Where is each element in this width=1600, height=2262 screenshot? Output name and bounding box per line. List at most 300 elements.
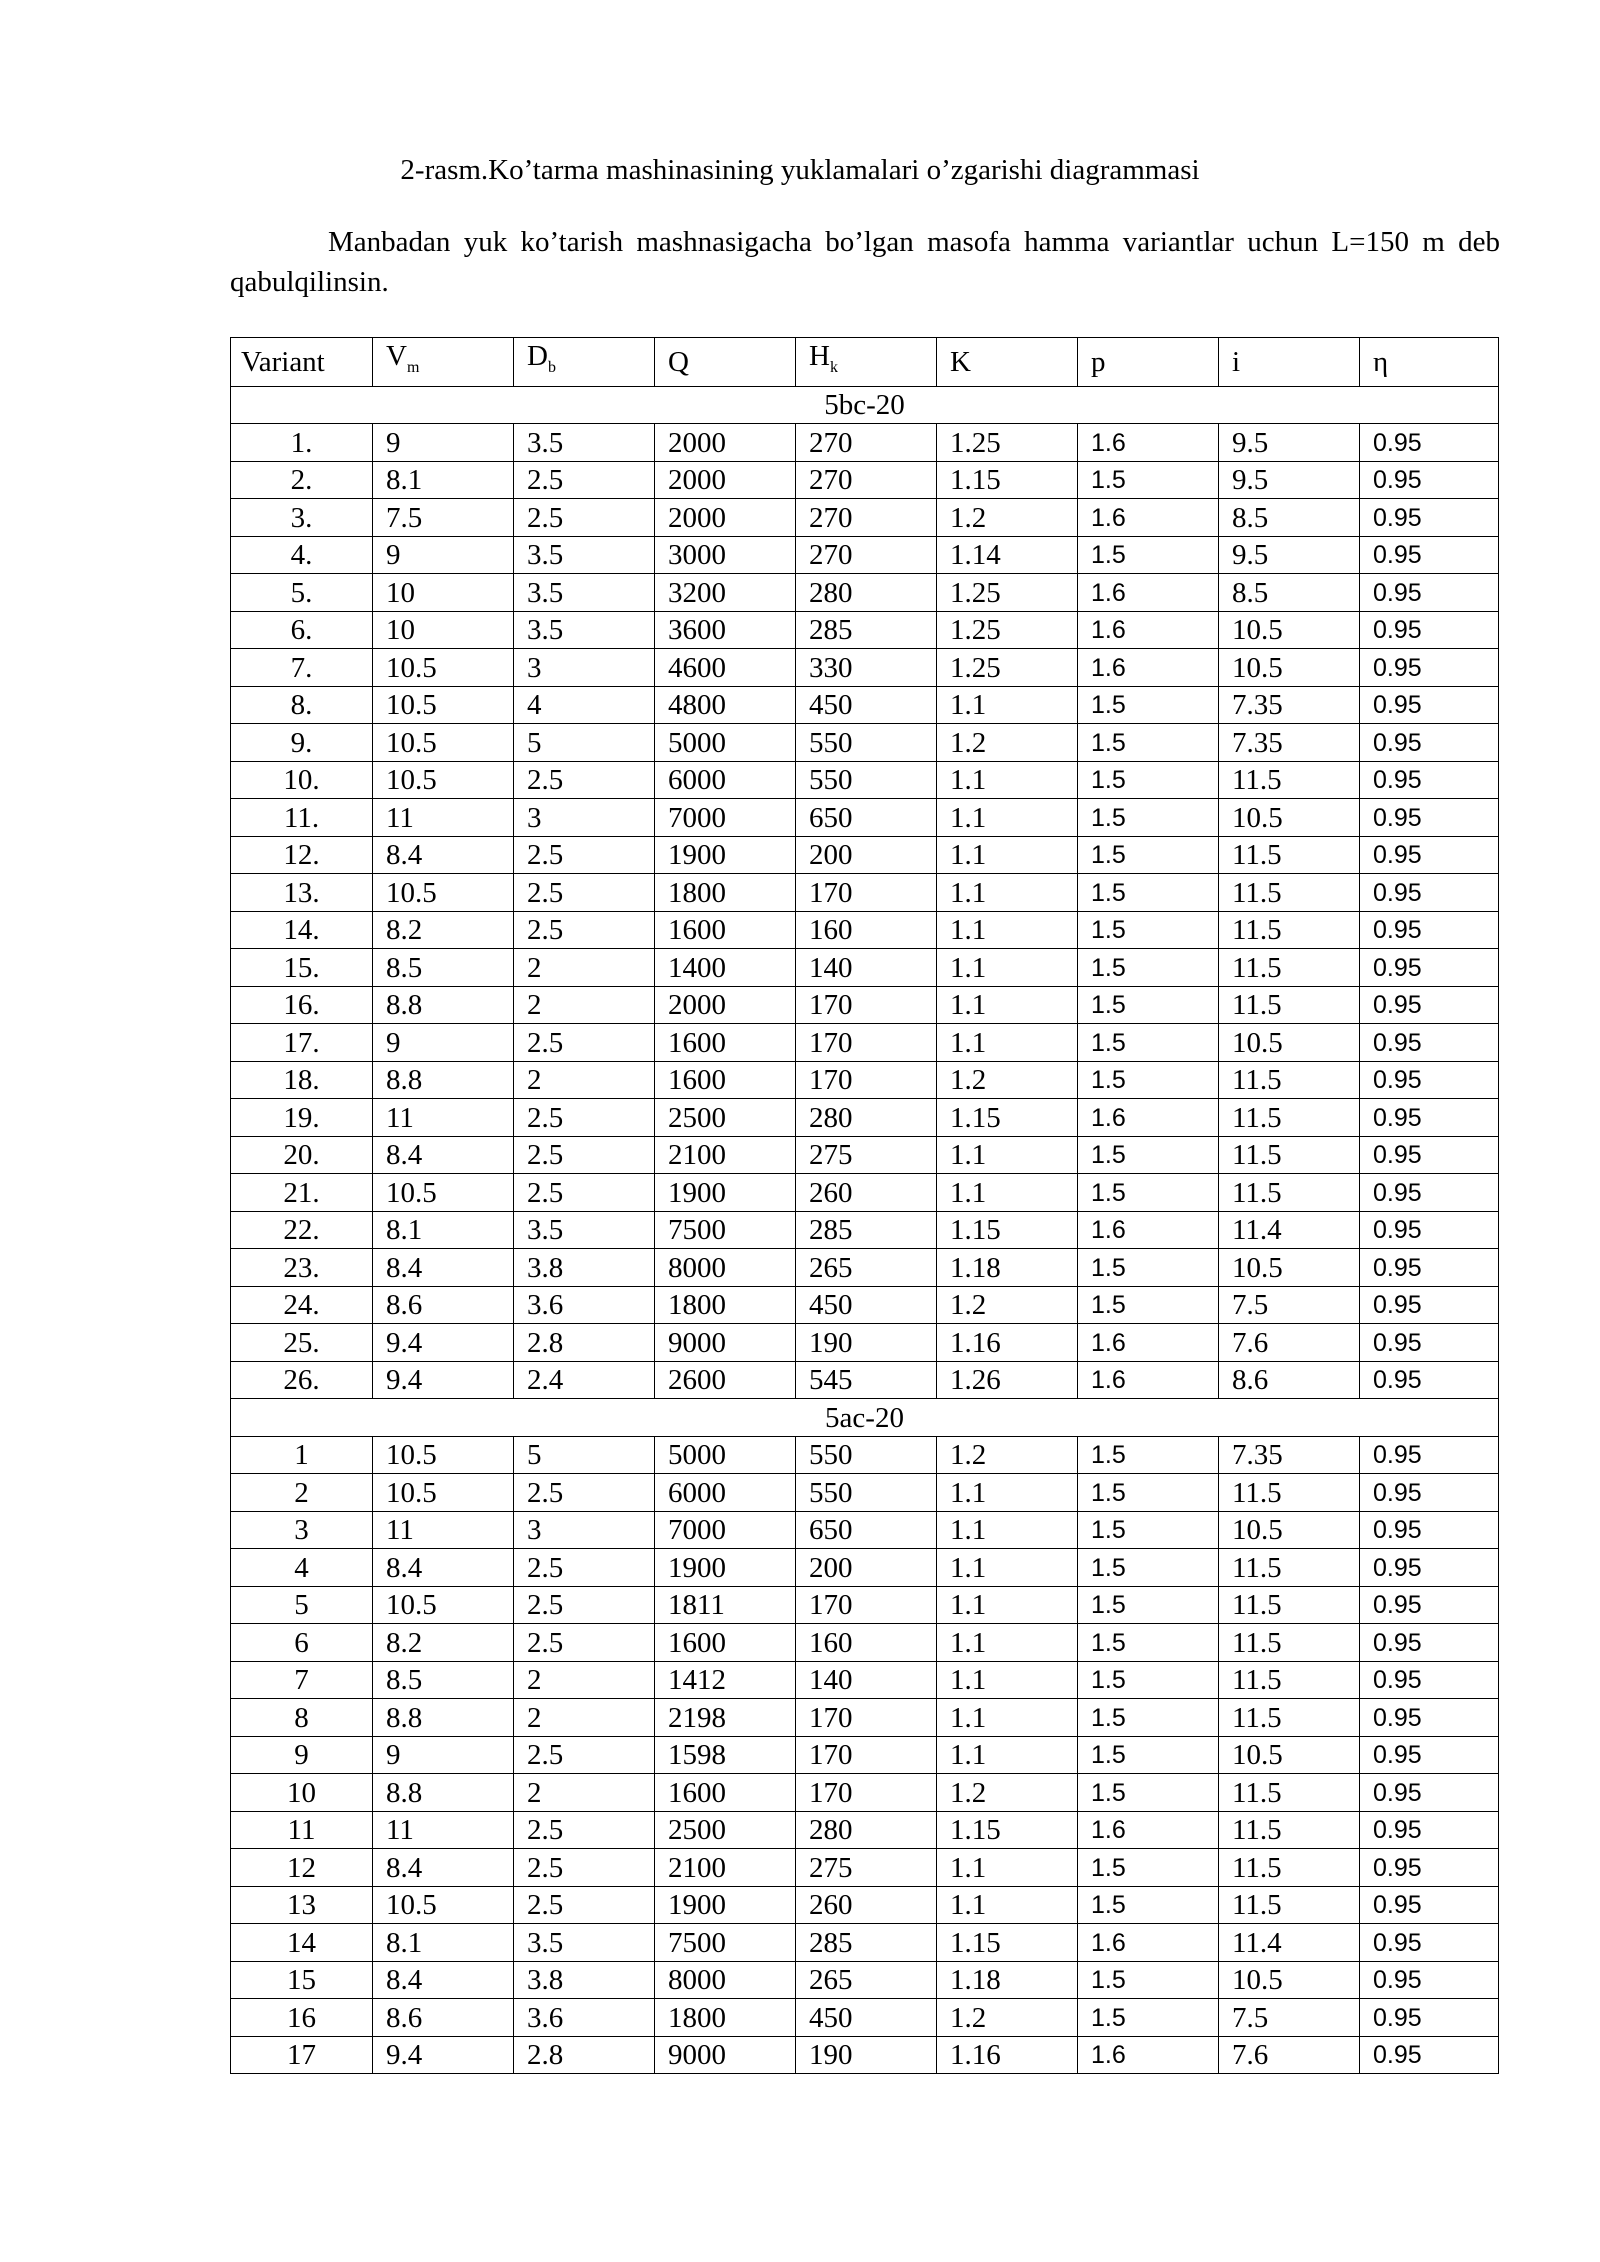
table-cell: 0.95 — [1360, 874, 1499, 912]
table-cell: 0.95 — [1360, 424, 1499, 462]
table-cell: 2.5 — [514, 874, 655, 912]
table-row — [231, 1924, 1499, 1962]
table-row — [231, 874, 1499, 912]
table-cell: 0.95 — [1360, 1549, 1499, 1587]
table-cell: 550 — [796, 761, 937, 799]
table-cell: 11.4 — [1219, 1924, 1360, 1962]
table-cell: 1.5 — [1078, 724, 1219, 762]
table-cell: 1.5 — [1078, 1774, 1219, 1812]
table-row — [231, 1699, 1499, 1737]
table-cell: 10 — [231, 1774, 373, 1812]
table-cell: 20. — [231, 1136, 373, 1174]
table-row — [231, 1436, 1499, 1474]
section-row — [231, 1399, 1499, 1437]
table-cell: 9.5 — [1219, 461, 1360, 499]
table-cell: 7.6 — [1219, 1324, 1360, 1362]
table-cell: 265 — [796, 1961, 937, 1999]
table-cell: 8 — [231, 1699, 373, 1737]
table-cell: 2 — [514, 1774, 655, 1812]
table-cell: 1.1 — [937, 686, 1078, 724]
table-cell: 3. — [231, 499, 373, 537]
table-cell: 1.5 — [1078, 1549, 1219, 1587]
table-cell: 1900 — [655, 836, 796, 874]
table-cell: 2 — [514, 1699, 655, 1737]
table-cell: 0.95 — [1360, 1061, 1499, 1099]
table-cell: 10.5 — [373, 874, 514, 912]
table-cell: 0.95 — [1360, 911, 1499, 949]
table-cell: 3.5 — [514, 1211, 655, 1249]
table-cell: 9. — [231, 724, 373, 762]
table-row — [231, 1549, 1499, 1587]
table-cell: 18. — [231, 1061, 373, 1099]
table-cell: 160 — [796, 1624, 937, 1662]
table-cell: 1600 — [655, 911, 796, 949]
table-cell: 545 — [796, 1361, 937, 1399]
table-cell: 10.5 — [373, 724, 514, 762]
table-cell: 2.8 — [514, 1324, 655, 1362]
table-cell: 7500 — [655, 1924, 796, 1962]
table-cell: 550 — [796, 1436, 937, 1474]
section-title: 5bc-20 — [231, 386, 1499, 424]
table-cell: 1.5 — [1078, 986, 1219, 1024]
table-cell: 17. — [231, 1024, 373, 1062]
table-cell: 5 — [231, 1586, 373, 1624]
table-cell: 2.4 — [514, 1361, 655, 1399]
table-cell: 3.6 — [514, 1286, 655, 1324]
table-row — [231, 1774, 1499, 1812]
table-cell: 170 — [796, 1586, 937, 1624]
table-cell: 9 — [373, 1024, 514, 1062]
table-cell: 8.2 — [373, 911, 514, 949]
table-cell: 14. — [231, 911, 373, 949]
table-cell: 0.95 — [1360, 461, 1499, 499]
table-cell: 6000 — [655, 761, 796, 799]
table-cell: 1800 — [655, 1999, 796, 2037]
table-cell: 160 — [796, 911, 937, 949]
table-row — [231, 1024, 1499, 1062]
table-cell: 10.5 — [373, 761, 514, 799]
table-cell: 1.5 — [1078, 686, 1219, 724]
table-cell: 8.4 — [373, 1136, 514, 1174]
table-cell: 1.1 — [937, 1474, 1078, 1512]
table-row — [231, 836, 1499, 874]
table-row — [231, 1586, 1499, 1624]
table-cell: 280 — [796, 1099, 937, 1137]
table-cell: 1.1 — [937, 1024, 1078, 1062]
table-cell: 170 — [796, 986, 937, 1024]
table-cell: 1.1 — [937, 1886, 1078, 1924]
table-cell: 11. — [231, 799, 373, 837]
table-cell: 1.6 — [1078, 2036, 1219, 2074]
table-cell: 8000 — [655, 1961, 796, 1999]
table-cell: 1.5 — [1078, 949, 1219, 987]
table-cell: 1.1 — [937, 1136, 1078, 1174]
table-row — [231, 1624, 1499, 1662]
table-cell: 8.1 — [373, 461, 514, 499]
table-cell: 1 — [231, 1436, 373, 1474]
table-cell: 1.6 — [1078, 1811, 1219, 1849]
table-cell: 140 — [796, 1661, 937, 1699]
table-cell: 11.5 — [1219, 986, 1360, 1024]
table-cell: 1.5 — [1078, 761, 1219, 799]
table-cell: 0.95 — [1360, 1811, 1499, 1849]
table-cell: 1.5 — [1078, 1699, 1219, 1737]
table-cell: 1.6 — [1078, 424, 1219, 462]
section-row — [231, 386, 1499, 424]
table-row — [231, 1961, 1499, 1999]
table-cell: 2.5 — [514, 1549, 655, 1587]
table-cell: 9 — [373, 536, 514, 574]
table-cell: 190 — [796, 1324, 937, 1362]
table-cell: 0.95 — [1360, 1099, 1499, 1137]
table-cell: 1.1 — [937, 1736, 1078, 1774]
table-cell: 10.5 — [1219, 799, 1360, 837]
table-cell: 2500 — [655, 1811, 796, 1849]
table-cell: 2198 — [655, 1699, 796, 1737]
table-cell: 11.5 — [1219, 1811, 1360, 1849]
table-cell: 285 — [796, 1924, 937, 1962]
table-cell: 200 — [796, 1549, 937, 1587]
figure-caption: 2-rasm.Ko’tarma mashinasining yuklamalari o’zgarishi diagrammasi — [400, 154, 1200, 186]
table-cell: 7.35 — [1219, 1436, 1360, 1474]
table-cell: 1.14 — [937, 536, 1078, 574]
table-cell: 8.8 — [373, 1061, 514, 1099]
table-cell: 7000 — [655, 1511, 796, 1549]
table-cell: 3.5 — [514, 611, 655, 649]
table-cell: 7 — [231, 1661, 373, 1699]
table-cell: 0.95 — [1360, 1699, 1499, 1737]
table-cell: 8.8 — [373, 1774, 514, 1812]
table-cell: 0.95 — [1360, 761, 1499, 799]
table-cell: 270 — [796, 424, 937, 462]
table-cell: 285 — [796, 1211, 937, 1249]
table-row — [231, 1136, 1499, 1174]
table-cell: 11.5 — [1219, 949, 1360, 987]
table-cell: 1600 — [655, 1024, 796, 1062]
table-cell: 1.5 — [1078, 1999, 1219, 2037]
table-row — [231, 611, 1499, 649]
table-cell: 450 — [796, 686, 937, 724]
table-cell: 1.18 — [937, 1249, 1078, 1287]
table-cell: 3.5 — [514, 424, 655, 462]
table-cell: 1.1 — [937, 911, 1078, 949]
table-cell: 450 — [796, 1999, 937, 2037]
table-cell: 1400 — [655, 949, 796, 987]
table-cell: 280 — [796, 1811, 937, 1849]
table-row — [231, 1286, 1499, 1324]
table-cell: 170 — [796, 1736, 937, 1774]
table-cell: 11.5 — [1219, 1061, 1360, 1099]
table-cell: 1.5 — [1078, 911, 1219, 949]
table-cell: 3000 — [655, 536, 796, 574]
table-cell: 1.25 — [937, 611, 1078, 649]
table-row — [231, 1736, 1499, 1774]
table-cell: 1.1 — [937, 1624, 1078, 1662]
table-cell: 8.4 — [373, 1549, 514, 1587]
table-cell: 0.95 — [1360, 574, 1499, 612]
table-cell: 1900 — [655, 1549, 796, 1587]
table-cell: 1412 — [655, 1661, 796, 1699]
table-cell: 8.6 — [373, 1286, 514, 1324]
table-cell: 1.15 — [937, 1811, 1078, 1849]
table-row — [231, 949, 1499, 987]
table-cell: 8.4 — [373, 1961, 514, 1999]
table-cell: 5000 — [655, 724, 796, 762]
table-cell: 2.5 — [514, 1174, 655, 1212]
table-cell: 8000 — [655, 1249, 796, 1287]
table-cell: 3 — [231, 1511, 373, 1549]
table-cell: 2000 — [655, 986, 796, 1024]
table-cell: 270 — [796, 461, 937, 499]
table-cell: 275 — [796, 1849, 937, 1887]
table-row — [231, 1474, 1499, 1512]
table-cell: 0.95 — [1360, 1436, 1499, 1474]
table-cell: 2.5 — [514, 499, 655, 537]
table-cell: 4 — [514, 686, 655, 724]
table-cell: 12 — [231, 1849, 373, 1887]
table-cell: 9.4 — [373, 1361, 514, 1399]
instruction-paragraph: Manbadan yuk ko’tarish mashnasigacha bo’lgan masofa hamma variantlar uchun L=150 m deb qabulqilinsin. — [230, 226, 1500, 298]
table-cell: 270 — [796, 536, 937, 574]
table-cell: 0.95 — [1360, 499, 1499, 537]
header-db — [514, 338, 655, 387]
table-cell: 1.18 — [937, 1961, 1078, 1999]
table-cell: 1.2 — [937, 1286, 1078, 1324]
table-cell: 1.1 — [937, 1549, 1078, 1587]
table-row — [231, 461, 1499, 499]
table-cell: 1.2 — [937, 499, 1078, 537]
table-cell: 1.5 — [1078, 1511, 1219, 1549]
table-cell: 1.25 — [937, 649, 1078, 687]
table-cell: 2.5 — [514, 1849, 655, 1887]
table-cell: 1.6 — [1078, 574, 1219, 612]
table-cell: 7. — [231, 649, 373, 687]
table-cell: 0.95 — [1360, 949, 1499, 987]
table-cell: 450 — [796, 1286, 937, 1324]
table-cell: 8.2 — [373, 1624, 514, 1662]
table-cell: 11 — [373, 1811, 514, 1849]
table-cell: 3.8 — [514, 1249, 655, 1287]
table-row — [231, 799, 1499, 837]
table-cell: 2600 — [655, 1361, 796, 1399]
table-cell: 8.4 — [373, 1249, 514, 1287]
table-cell: 9 — [373, 424, 514, 462]
table-cell: 11 — [373, 799, 514, 837]
variants-table — [230, 337, 1499, 2074]
table-cell: 270 — [796, 499, 937, 537]
table-cell: 10. — [231, 761, 373, 799]
table-cell: 1.2 — [937, 1999, 1078, 2037]
table-cell: 2.5 — [514, 911, 655, 949]
table-cell: 1.15 — [937, 1924, 1078, 1962]
table-cell: 1.15 — [937, 1099, 1078, 1137]
table-cell: 6. — [231, 611, 373, 649]
table-cell: 2.5 — [514, 1811, 655, 1849]
table-cell: 8.8 — [373, 986, 514, 1024]
table-cell: 2.5 — [514, 1099, 655, 1137]
table-cell: 11.5 — [1219, 1886, 1360, 1924]
table-cell: 1.1 — [937, 1511, 1078, 1549]
table-cell: 170 — [796, 1699, 937, 1737]
table-cell: 1.26 — [937, 1361, 1078, 1399]
table-cell: 10.5 — [1219, 1249, 1360, 1287]
table-cell: 0.95 — [1360, 1999, 1499, 2037]
table-row — [231, 724, 1499, 762]
table-cell: 0.95 — [1360, 724, 1499, 762]
table-cell: 0.95 — [1360, 1924, 1499, 1962]
table-cell: 0.95 — [1360, 1511, 1499, 1549]
table-cell: 10.5 — [373, 1436, 514, 1474]
table-cell: 0.95 — [1360, 1136, 1499, 1174]
table-cell: 11.5 — [1219, 1474, 1360, 1512]
table-row — [231, 1511, 1499, 1549]
table-cell: 1.16 — [937, 2036, 1078, 2074]
table-cell: 11.5 — [1219, 1661, 1360, 1699]
table-cell: 1.1 — [937, 1849, 1078, 1887]
table-cell: 19. — [231, 1099, 373, 1137]
table-row — [231, 1324, 1499, 1362]
table-cell: 8.4 — [373, 836, 514, 874]
table-cell: 2.5 — [514, 461, 655, 499]
table-row — [231, 986, 1499, 1024]
table-cell: 10.5 — [373, 649, 514, 687]
table-cell: 11.5 — [1219, 1849, 1360, 1887]
header-k: K — [937, 338, 1078, 387]
table-cell: 3600 — [655, 611, 796, 649]
table-cell: 3.5 — [514, 1924, 655, 1962]
table-cell: 1.5 — [1078, 836, 1219, 874]
table-cell: 11.5 — [1219, 1699, 1360, 1737]
table-cell: 1.1 — [937, 986, 1078, 1024]
header-vm-base: V — [386, 340, 407, 372]
table-row — [231, 574, 1499, 612]
table-cell: 13. — [231, 874, 373, 912]
table-cell: 2.5 — [514, 1624, 655, 1662]
table-cell: 1.1 — [937, 799, 1078, 837]
table-cell: 5. — [231, 574, 373, 612]
header-hk — [796, 338, 937, 387]
table-cell: 260 — [796, 1886, 937, 1924]
table-cell: 9000 — [655, 2036, 796, 2074]
table-cell: 11.5 — [1219, 1099, 1360, 1137]
table-cell: 330 — [796, 649, 937, 687]
table-cell: 1.5 — [1078, 536, 1219, 574]
table-cell: 10.5 — [1219, 1736, 1360, 1774]
table-cell: 10.5 — [373, 1474, 514, 1512]
table-cell: 4600 — [655, 649, 796, 687]
table-cell: 9.5 — [1219, 424, 1360, 462]
table-cell: 140 — [796, 949, 937, 987]
table-cell: 170 — [796, 1024, 937, 1062]
table-cell: 8.5 — [373, 949, 514, 987]
table-row — [231, 1249, 1499, 1287]
table-cell: 1.5 — [1078, 1286, 1219, 1324]
table-cell: 1.2 — [937, 724, 1078, 762]
table-cell: 1.6 — [1078, 649, 1219, 687]
table-cell: 10 — [373, 611, 514, 649]
table-cell: 1.25 — [937, 424, 1078, 462]
table-cell: 7500 — [655, 1211, 796, 1249]
table-row — [231, 1811, 1499, 1849]
table-cell: 1800 — [655, 874, 796, 912]
table-cell: 0.95 — [1360, 1849, 1499, 1887]
header-p: p — [1078, 338, 1219, 387]
table-cell: 13 — [231, 1886, 373, 1924]
table-cell: 4 — [231, 1549, 373, 1587]
table-cell: 0.95 — [1360, 1661, 1499, 1699]
table-row — [231, 761, 1499, 799]
header-q: Q — [655, 338, 796, 387]
table-cell: 8.1 — [373, 1211, 514, 1249]
table-cell: 2.5 — [514, 1024, 655, 1062]
table-cell: 10.5 — [373, 686, 514, 724]
table-cell: 1.5 — [1078, 1624, 1219, 1662]
table-cell: 200 — [796, 836, 937, 874]
table-cell: 190 — [796, 2036, 937, 2074]
table-row — [231, 1361, 1499, 1399]
table-row — [231, 1886, 1499, 1924]
table-cell: 650 — [796, 799, 937, 837]
table-cell: 4. — [231, 536, 373, 574]
table-cell: 16 — [231, 1999, 373, 2037]
header-vm-sub: m — [406, 358, 420, 376]
table-row — [231, 424, 1499, 462]
table-cell: 8.5 — [1219, 499, 1360, 537]
table-cell: 10.5 — [1219, 1024, 1360, 1062]
table-cell: 1.25 — [937, 574, 1078, 612]
table-cell: 1.1 — [937, 761, 1078, 799]
table-cell: 1.5 — [1078, 1249, 1219, 1287]
table-cell: 5 — [514, 1436, 655, 1474]
table-cell: 11.5 — [1219, 1624, 1360, 1662]
table-cell: 1.2 — [937, 1061, 1078, 1099]
table-cell: 10.5 — [373, 1586, 514, 1624]
table-cell: 11.5 — [1219, 836, 1360, 874]
table-cell: 2100 — [655, 1849, 796, 1887]
table-cell: 2 — [514, 949, 655, 987]
table-cell: 1600 — [655, 1624, 796, 1662]
table-cell: 0.95 — [1360, 1474, 1499, 1512]
table-cell: 8.5 — [1219, 574, 1360, 612]
header-vm — [373, 338, 514, 387]
table-row — [231, 1999, 1499, 2037]
table-cell: 1.5 — [1078, 1474, 1219, 1512]
table-cell: 11 — [373, 1099, 514, 1137]
table-cell: 1.1 — [937, 836, 1078, 874]
table-cell: 11.5 — [1219, 761, 1360, 799]
table-cell: 5000 — [655, 1436, 796, 1474]
table-cell: 11.5 — [1219, 1549, 1360, 1587]
table-cell: 285 — [796, 611, 937, 649]
table-cell: 3200 — [655, 574, 796, 612]
table-cell: 25. — [231, 1324, 373, 1362]
table-cell: 1.5 — [1078, 799, 1219, 837]
table-cell: 1.5 — [1078, 1174, 1219, 1212]
table-cell: 2 — [514, 1661, 655, 1699]
table-row — [231, 1099, 1499, 1137]
table-cell: 1.1 — [937, 1699, 1078, 1737]
table-cell: 3.8 — [514, 1961, 655, 1999]
header-i: i — [1219, 338, 1360, 387]
table-row — [231, 911, 1499, 949]
table-cell: 2 — [514, 1061, 655, 1099]
table-cell: 17 — [231, 2036, 373, 2074]
table-cell: 2.5 — [514, 761, 655, 799]
header-variant: Variant — [231, 338, 373, 387]
table-cell: 260 — [796, 1174, 937, 1212]
header-row — [231, 338, 1499, 387]
table-cell: 170 — [796, 1774, 937, 1812]
